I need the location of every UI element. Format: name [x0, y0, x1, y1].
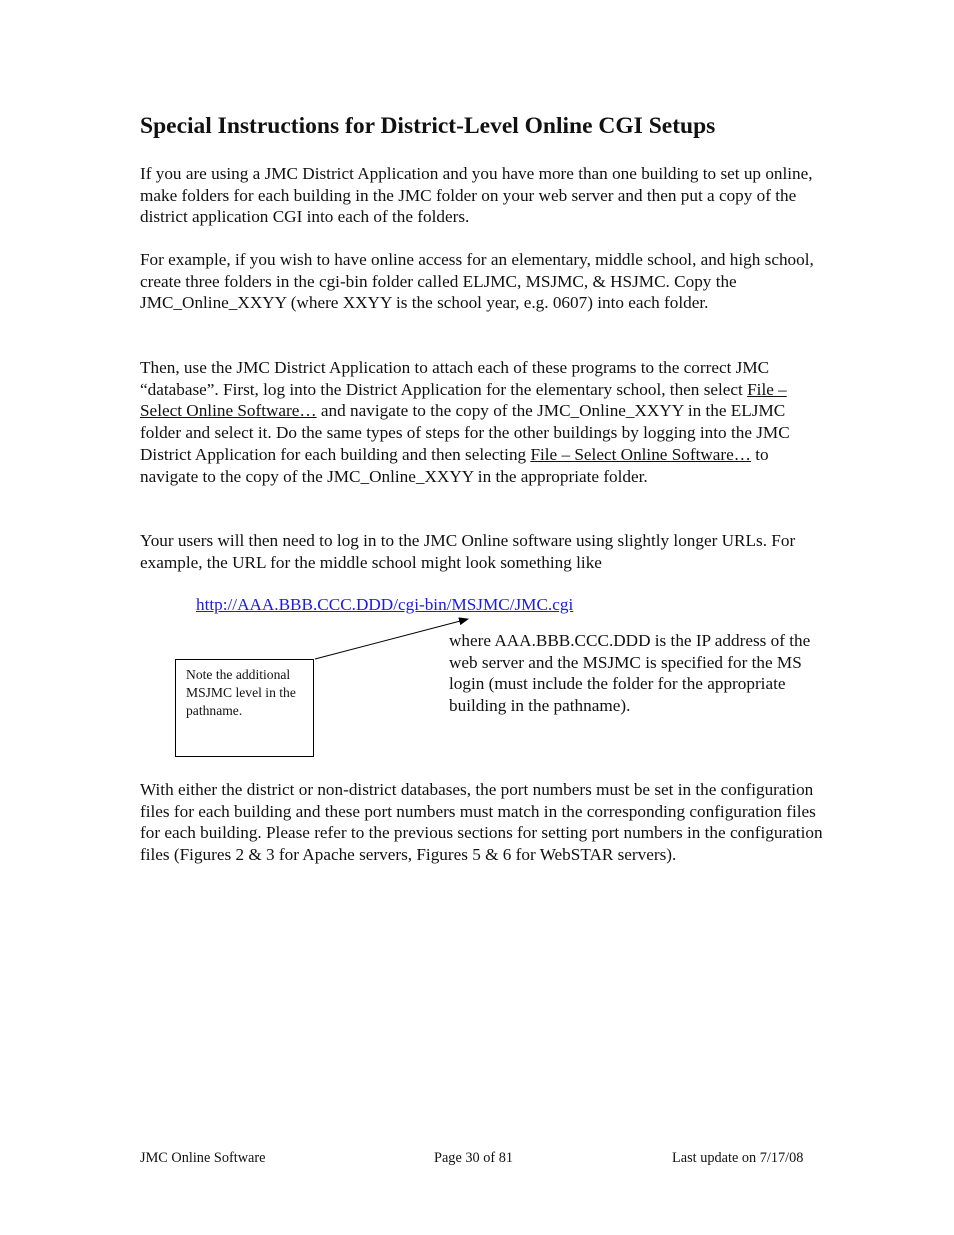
footer-page-number: Page 30 of 81 [434, 1150, 514, 1166]
footer-last-update: Last update on 7/17/08 [672, 1150, 804, 1166]
attach-instructions-text-1: Then, use the JMC District Application to attach each of these programs to the correct JMC “database”. First, log into the District Application for the elementary school, then select [140, 358, 770, 399]
users-url-paragraph: Your users will then need to log in to the JMC Online software using slightly longer URLs. For example, the URL for the middle school might look something like [140, 531, 796, 572]
footer-title: JMC Online Software [140, 1150, 266, 1166]
menu-path-select-online-software: File – Select Online Software… [140, 379, 787, 421]
port-numbers-paragraph: With either the district or non-district databases, the port numbers must be set in the configuration files for each building and these port numbers must match in the corresponding configuration files for each building. Please refer to the previous sections for setting port numbers in the configuration files (Figures 2 & 3 for Apache servers, Figures 5 & 6 for WebSTAR servers). [140, 780, 823, 865]
intro-paragraph: If you are using a JMC District Application and you have more than one building to set up online, make folders for each building in the JMC folder on your web server and then put a copy of the district application CGI into each of the folders. [140, 164, 813, 227]
callout-note-box [175, 659, 314, 757]
example-url-link[interactable]: http://AAA.BBB.CCC.DDD/cgi-bin/MSJMC/JMC.cgi [196, 595, 574, 614]
callout-note-text: Note the additional MSJMC level in the pathname. [186, 667, 296, 718]
page-heading: Special Instructions for District-Level Online CGI Setups [140, 113, 716, 139]
menu-path-select-online-software-2: File – Select Online Software… [530, 444, 751, 464]
attach-instructions-text-2: and navigate to the copy of the JMC_Online_XXYY in the ELJMC folder and select it. Do the same types of steps for the other buildings by logging into the JMC District Application for each building and then selecting [140, 401, 790, 464]
example-paragraph: For example, if you wish to have online access for an elementary, middle school, and high school, create three folders in the cgi-bin folder called ELJMC, MSJMC, & HSJMC. Copy the JMC_Online_XXYY (where XXYY is the school year, e.g. 0607) into each folder. [140, 250, 814, 313]
attach-instructions-text-3: to navigate to the copy of the JMC_Online_XXYY in the appropriate folder. [140, 444, 769, 486]
ip-address-explanation: where AAA.BBB.CCC.DDD is the IP address of the web server and the MSJMC is specified for the MS login (must include the folder for the appropriate building in the pathname). [449, 631, 811, 716]
